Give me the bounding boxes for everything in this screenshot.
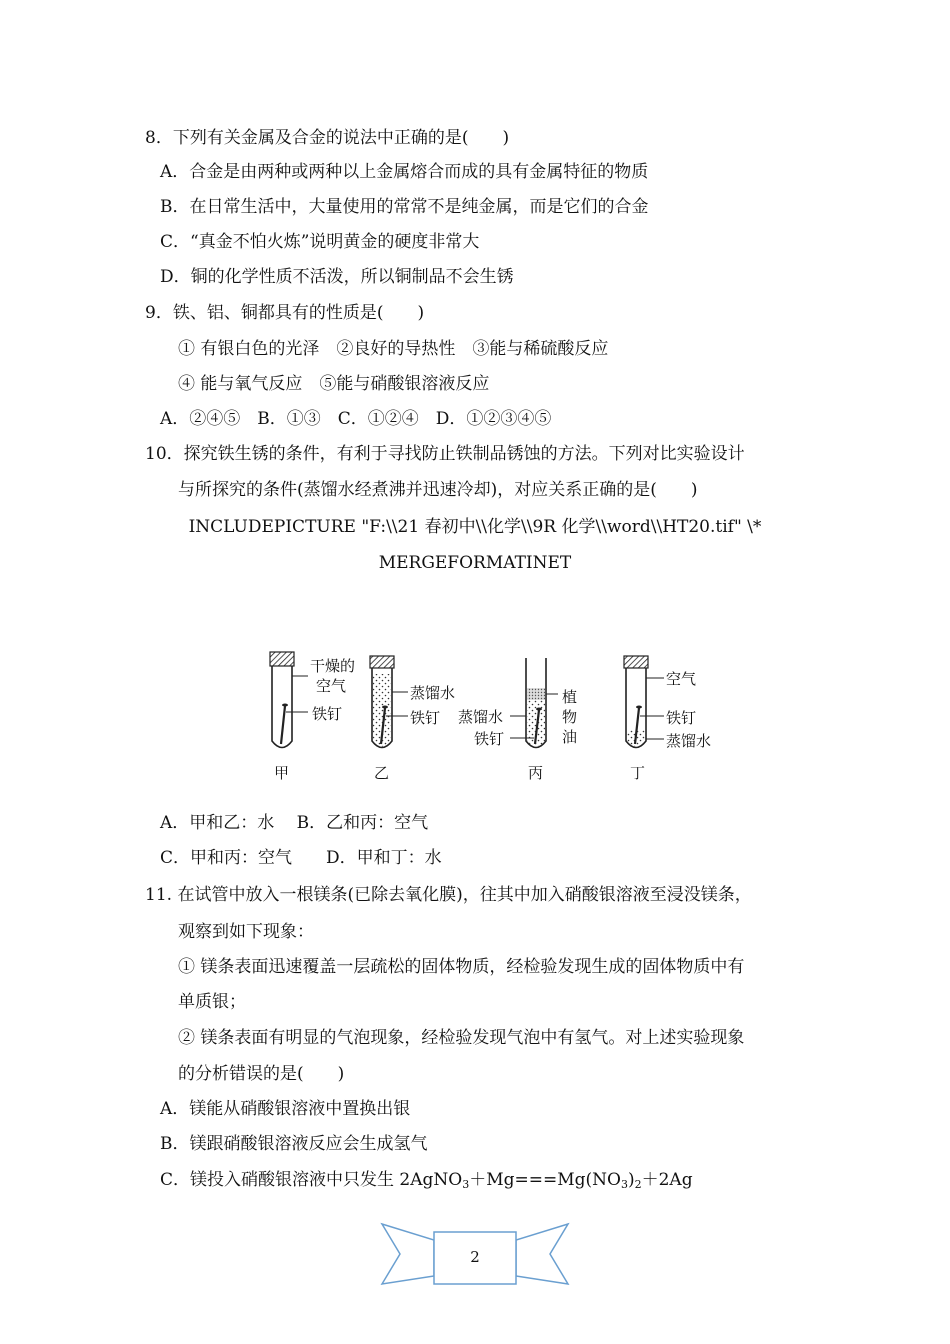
option-c-text: ＋Mg===Mg(NO — [469, 1170, 621, 1190]
label: 油 — [562, 728, 578, 746]
label: 铁钉 — [474, 730, 505, 748]
stopper — [270, 652, 294, 666]
q11-observation-1a: ① 镁条表面迅速覆盖一层疏松的固体物质，经检验发现生成的固体物质中有 — [178, 957, 745, 977]
page-number: 2 — [470, 1248, 480, 1266]
q11-observation-2a: ② 镁条表面有明显的气泡现象，经检验发现气泡中有氢气。对上述实验现象 — [178, 1028, 745, 1048]
tube-ding — [624, 656, 711, 782]
label: 物 — [562, 708, 578, 726]
includepicture-field-line1: INCLUDEPICTURE "F:\\21 春初中\\化学\\9R 化学\\word\\HT20.tif" \* — [188, 517, 762, 537]
label: 空气 — [316, 677, 347, 695]
q9-items-2: ④ 能与氧气反应 ⑤能与硝酸银溶液反应 — [178, 374, 490, 394]
q10-stem-line2: 与所探究的条件(蒸馏水经煮沸并迅速冷却)，对应关系正确的是( ) — [178, 480, 698, 500]
q11-observation-2b: 的分析错误的是( ) — [178, 1064, 345, 1084]
label: 蒸馏水 — [458, 708, 504, 726]
q10-options-ab: A．甲和乙：水 B．乙和丙：空气 — [160, 813, 429, 833]
stopper — [370, 656, 394, 668]
iron-nail — [281, 706, 285, 744]
vegetable-oil-layer — [527, 688, 545, 700]
option-c-text: C．镁投入硝酸银溶液中只发生 2AgNO — [160, 1170, 463, 1190]
label: 铁钉 — [666, 709, 697, 727]
tube-name: 甲 — [274, 764, 290, 782]
option-c-text: ) — [627, 1170, 635, 1190]
subscript: 2 — [634, 1178, 642, 1191]
label: 植 — [562, 688, 578, 706]
q8-option-d: D．铜的化学性质不活泼，所以铜制品不会生锈 — [160, 267, 514, 287]
option-c-text: ＋2Ag — [641, 1170, 693, 1190]
tube-name: 乙 — [374, 764, 390, 782]
tube-bing — [458, 658, 577, 782]
subscript: 3 — [620, 1178, 628, 1191]
label: 铁钉 — [410, 709, 441, 727]
tube-name: 丙 — [528, 764, 544, 782]
label: 干燥的 — [310, 657, 356, 675]
q11-stem-line1: 11. 在试管中放入一根镁条(已除去氧化膜)，往其中加入硝酸银溶液至浸没镁条， — [145, 885, 752, 905]
q8-option-c: C．“真金不怕火炼”说明黄金的硬度非常大 — [160, 232, 480, 252]
label: 蒸馏水 — [410, 684, 456, 702]
q11-stem-line2: 观察到如下现象： — [178, 922, 314, 942]
q8-option-a: A．合金是由两种或两种以上金属熔合而成的具有金属特征的物质 — [160, 162, 649, 182]
q10-options-cd: C．甲和丙：空气 D．甲和丁：水 — [160, 848, 442, 868]
q9-items-1: ① 有银白色的光泽 ②良好的导热性 ③能与稀硫酸反应 — [178, 339, 609, 359]
q11-option-b: B．镁跟硝酸银溶液反应会生成氢气 — [160, 1134, 428, 1154]
label: 蒸馏水 — [666, 732, 712, 750]
q11-option-c — [160, 1168, 693, 1197]
q11-observation-1b: 单质银； — [178, 992, 246, 1012]
tube-yi — [370, 656, 455, 782]
tube-name: 丁 — [630, 764, 646, 782]
tube-jia — [270, 652, 355, 782]
q9-options: A．②④⑤ B．①③ C．①②④ D．①②③④⑤ — [160, 409, 552, 429]
test-tube-diagram — [258, 646, 738, 786]
q8-option-b: B．在日常生活中，大量使用的常常不是纯金属，而是它们的合金 — [160, 197, 649, 217]
label: 空气 — [666, 670, 697, 688]
label: 铁钉 — [312, 705, 343, 723]
q10-stem-line1: 10．探究铁生锈的条件，有利于寻找防止铁制品锈蚀的方法。下列对比实验设计 — [145, 444, 745, 464]
subscript: 3 — [462, 1178, 470, 1191]
q8-stem: 8．下列有关金属及合金的说法中正确的是( ) — [145, 128, 510, 148]
includepicture-field-line2: MERGEFORMATINET — [378, 553, 572, 573]
stopper — [624, 656, 648, 668]
q9-stem: 9．铁、铝、铜都具有的性质是( ) — [145, 303, 425, 323]
q11-option-a: A．镁能从硝酸银溶液中置换出银 — [160, 1099, 411, 1119]
